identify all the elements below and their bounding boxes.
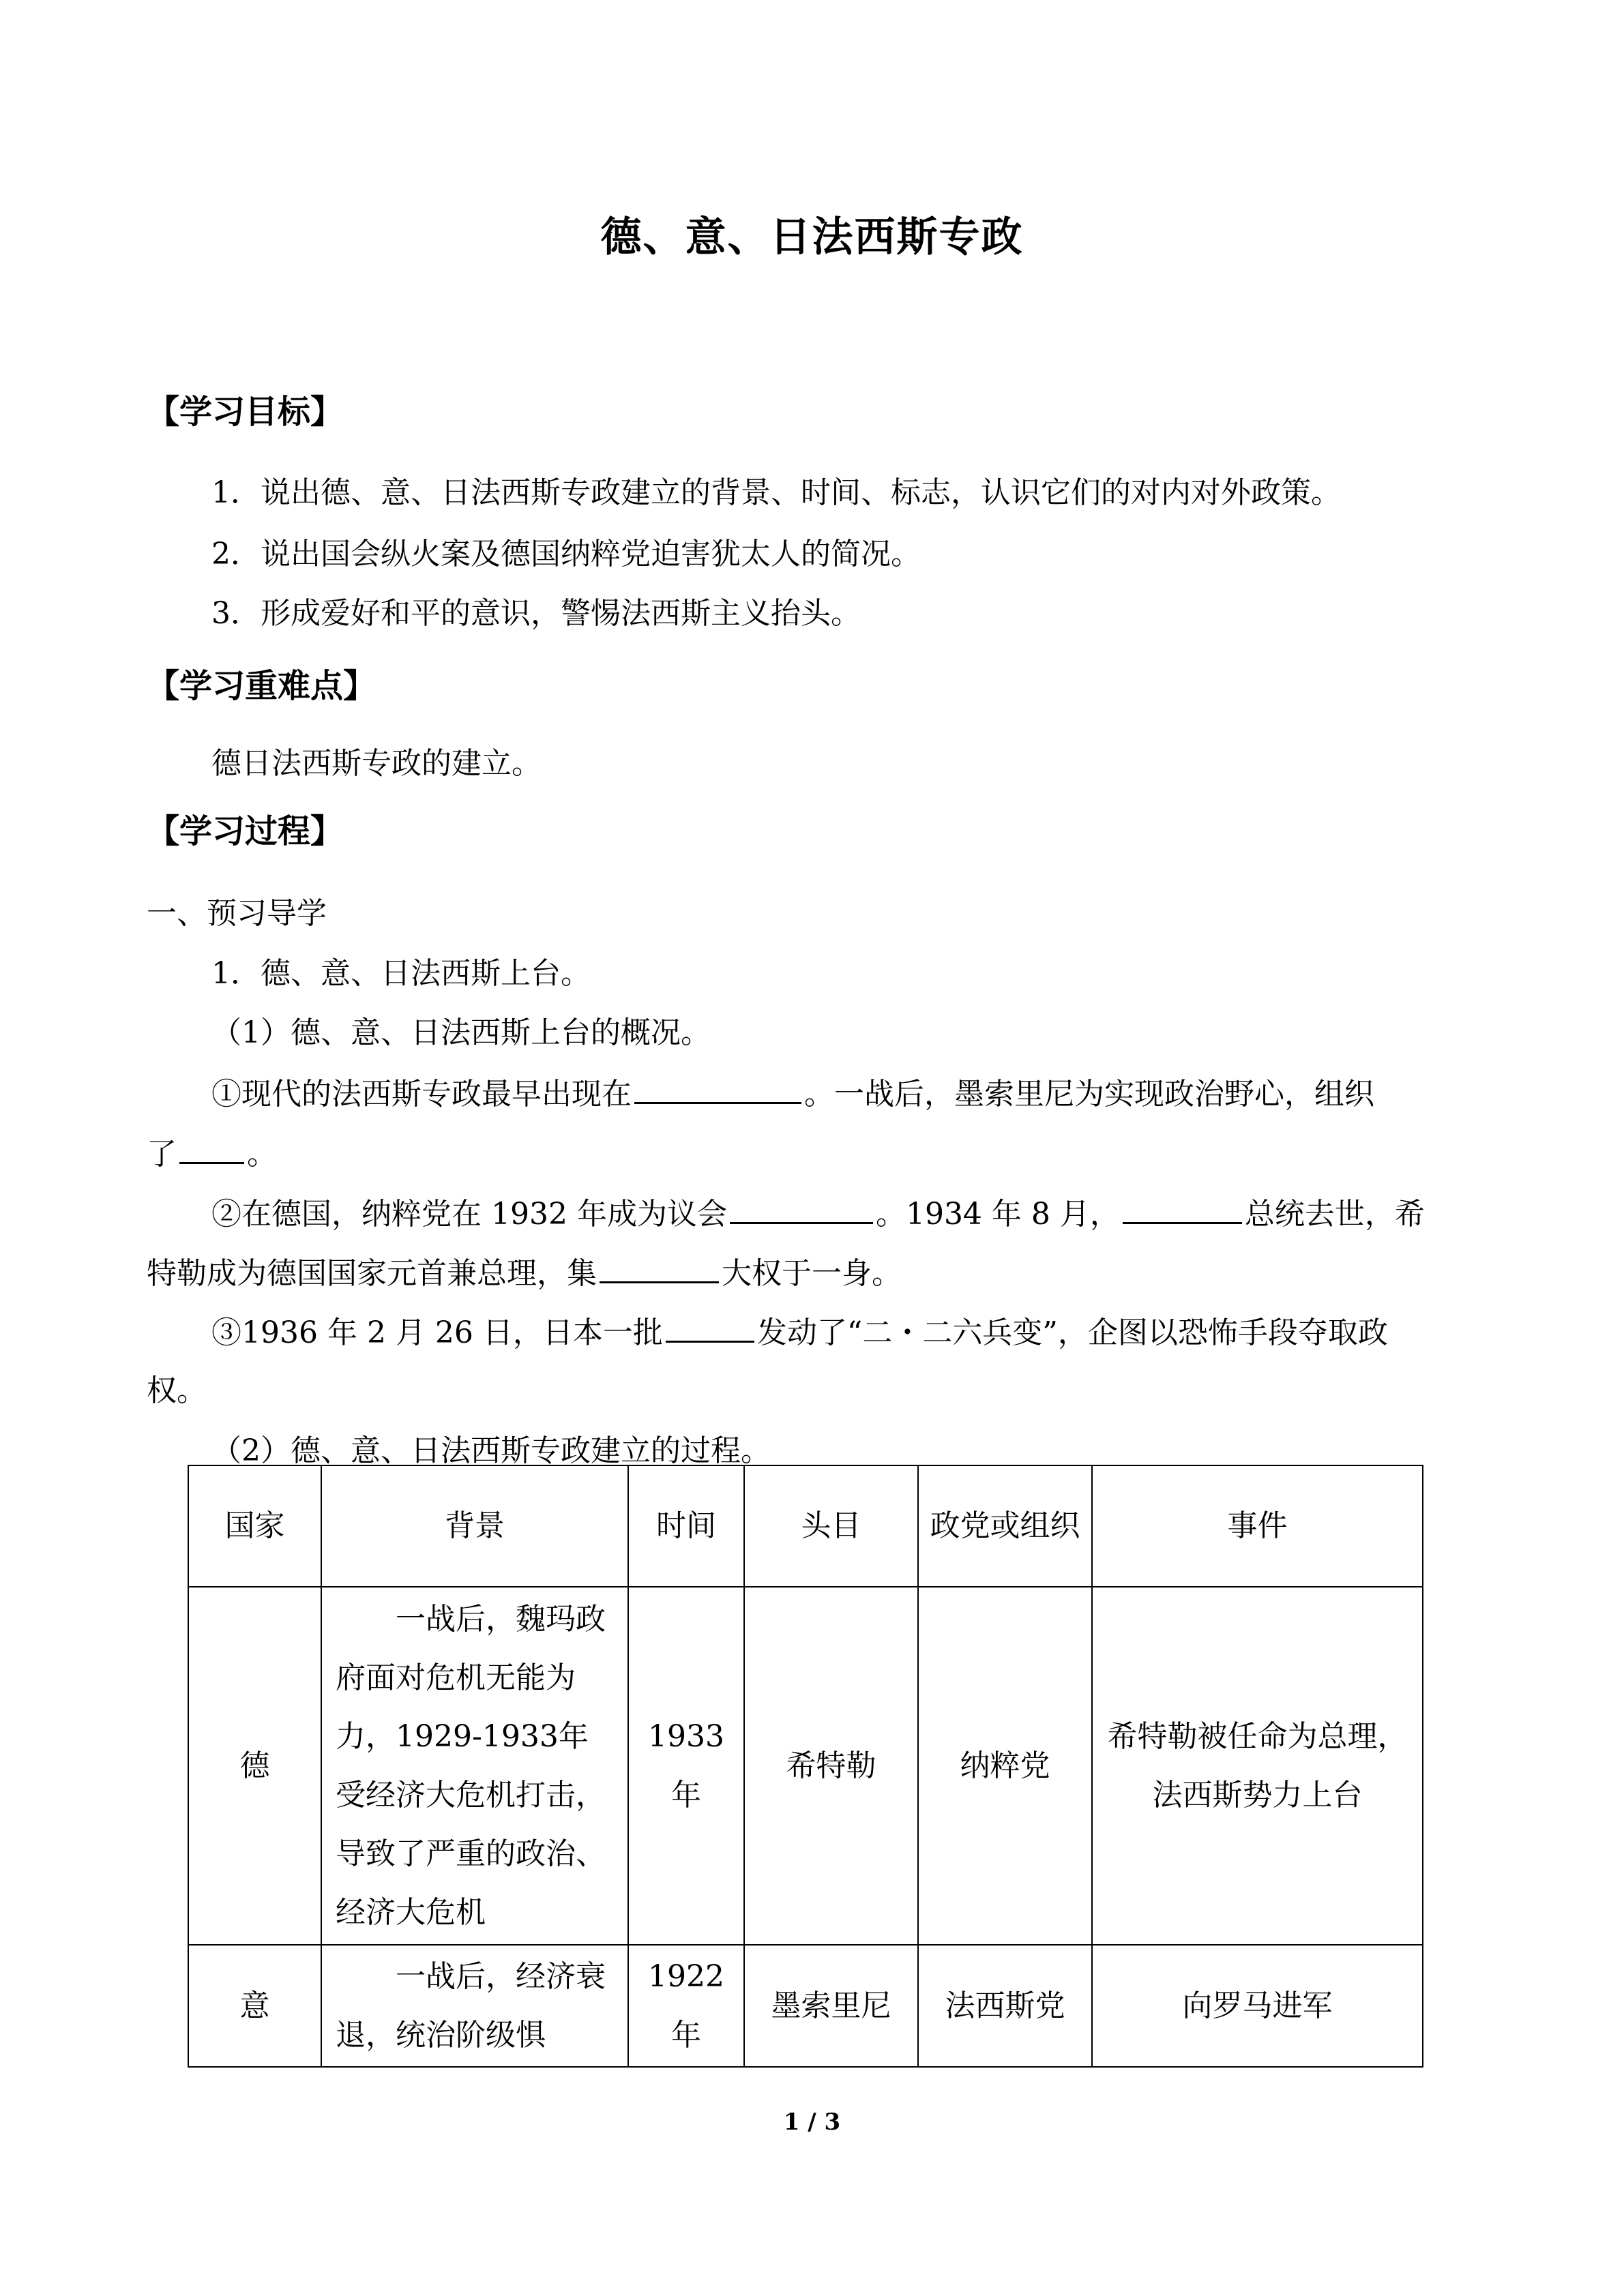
- row-italy-time: 1922年: [628, 1945, 744, 2067]
- fill-blank-2[interactable]: [179, 1132, 244, 1164]
- sub-two-heading: （2）德、意、日法西斯专政建立的过程。: [211, 1433, 771, 1468]
- question-3-line-2: 权。: [147, 1373, 207, 1408]
- question-2-line-1: [211, 1192, 1425, 1235]
- fascism-process-table: [188, 1465, 1423, 2068]
- question-1-line-2: [147, 1132, 277, 1175]
- goal-item-3: 3．形成爱好和平的意识，警惕法西斯主义抬头。: [211, 596, 861, 631]
- row-italy-leader: 墨索里尼: [744, 1945, 918, 2067]
- item-one-heading: 1．德、意、日法西斯上台。: [211, 956, 591, 991]
- row-germany-background-text: 一战后，魏玛政府面对危机无能为力，1929-1933年受经济大危机打击，导致了严重的政治、经济大危机: [336, 1601, 606, 1930]
- question-1-line-1: [211, 1072, 1374, 1115]
- fill-blank-3[interactable]: [730, 1192, 873, 1224]
- row-germany-leader: 希特勒: [744, 1587, 918, 1945]
- question-2-line-2: [147, 1251, 902, 1294]
- fill-blank-4[interactable]: [1123, 1192, 1242, 1224]
- row-germany-country: 德: [188, 1587, 321, 1945]
- question-1-text-a: ①现代的法西斯专政最早出现在: [211, 1077, 632, 1112]
- fill-blank-1[interactable]: [634, 1072, 801, 1104]
- sub-one-heading: （1）德、意、日法西斯上台的概况。: [211, 1015, 711, 1050]
- table-row: [188, 1945, 1423, 2067]
- table-row: [188, 1587, 1423, 1945]
- goal-item-1: 1．说出德、意、日法西斯专政建立的背景、时间、标志，认识它们的对内对外政策。: [211, 475, 1341, 510]
- section-heading-key-points: 【学习重难点】: [147, 667, 377, 705]
- question-2-text-a: ②在德国，纳粹党在 1932 年成为议会: [211, 1197, 727, 1232]
- row-germany-party: 纳粹党: [918, 1587, 1092, 1945]
- goal-item-2: 2．说出国会纵火案及德国纳粹党迫害犹太人的简况。: [211, 537, 921, 571]
- row-italy-background: [321, 1945, 628, 2067]
- row-germany-event: 希特勒被任命为总理，法西斯势力上台: [1092, 1587, 1423, 1945]
- fill-blank-5[interactable]: [600, 1251, 719, 1283]
- key-point-text: 德日法西斯专政的建立。: [211, 746, 542, 781]
- page-number: 1 / 3: [783, 2108, 841, 2136]
- question-2-text-e: 大权于一身。: [722, 1256, 902, 1291]
- header-party: 政党或组织: [918, 1465, 1092, 1587]
- row-germany-background: [321, 1587, 628, 1945]
- question-2-text-b: 。1934 年 8 月，: [875, 1197, 1120, 1232]
- question-1-text-d: 。: [247, 1137, 277, 1172]
- header-background: 背景: [321, 1465, 628, 1587]
- row-germany-time: 1933年: [628, 1587, 744, 1945]
- header-leader: 头目: [744, 1465, 918, 1587]
- question-3-text-a: ③1936 年 2 月 26 日，日本一批: [211, 1315, 663, 1350]
- row-italy-background-text: 一战后，经济衰退，统治阶级惧: [336, 1958, 606, 2053]
- question-1-text-c: 了: [147, 1137, 177, 1172]
- question-1-text-b: 。一战后，墨索里尼为实现政治野心，组织: [804, 1077, 1374, 1112]
- question-2-text-c: 总统去世，希: [1244, 1197, 1425, 1232]
- question-2-text-d: 特勒成为德国国家元首兼总理，集: [147, 1256, 597, 1291]
- header-time: 时间: [628, 1465, 744, 1587]
- header-country: 国家: [188, 1465, 321, 1587]
- row-italy-party: 法西斯党: [918, 1945, 1092, 2067]
- row-italy-country: 意: [188, 1945, 321, 2067]
- question-3-text-b: 发动了“二・二六兵变”，企图以恐怖手段夺取政: [756, 1315, 1388, 1350]
- question-3-line-1: [211, 1311, 1388, 1354]
- table-header-row: [188, 1465, 1423, 1587]
- section-heading-goals: 【学习目标】: [147, 393, 344, 431]
- fill-blank-6[interactable]: [666, 1311, 754, 1343]
- row-italy-event: 向罗马进军: [1092, 1945, 1423, 2067]
- header-event: 事件: [1092, 1465, 1423, 1587]
- part-one-heading: 一、预习导学: [147, 896, 327, 931]
- page-title: 德、意、日法西斯专政: [600, 213, 1024, 261]
- section-heading-process: 【学习过程】: [147, 812, 344, 850]
